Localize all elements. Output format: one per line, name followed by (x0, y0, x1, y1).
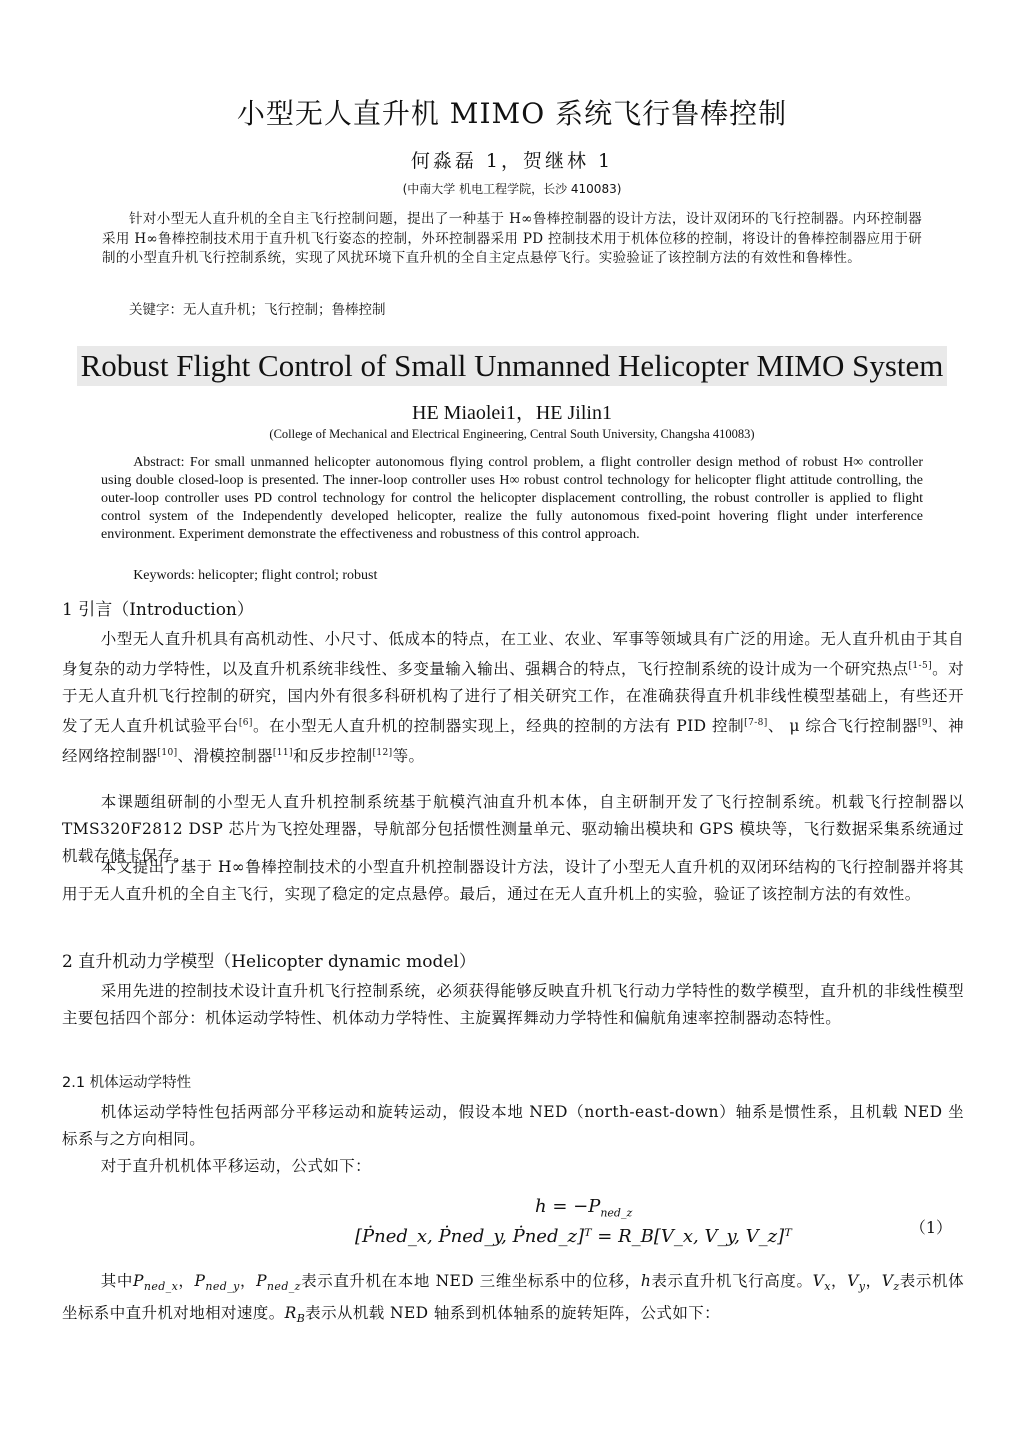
paragraph-text: 和反步控制 (292, 747, 373, 766)
paragraph-text: 表示机体坐标系中直升机对地相对速度。 (62, 1272, 964, 1323)
equation-line-2: [Ṗned_x, Ṗned_y, Ṗned_z]ᵀ = R_B[V_x, V_y, V_z]ᵀ (355, 1226, 792, 1247)
symbol-h: h (640, 1272, 652, 1290)
chinese-keywords: 关键字：无人直升机；飞行控制；鲁棒控制 (129, 302, 386, 318)
equation-text: h = −P (535, 1196, 601, 1217)
paragraph-text: 表示直升机在本地 NED 三维坐标系中的位移， (300, 1272, 641, 1290)
section-2-paragraph-1: 采用先进的控制技术设计直升机飞行控制系统，必须获得能够反映直升机飞行动力学特性的数学模型，直升机的非线性模型主要包括四个部分：机体运动学特性、机体动力学特性、主旋翼挥舞动力学特性和偏航角速率控制器动态特性。 (62, 982, 964, 1027)
english-authors: HE Miaolei1，HE Jilin1 (412, 402, 612, 424)
citation: [7-8] (744, 718, 768, 729)
subsection-2-1-paragraph-2: 对于直升机机体平移运动，公式如下： (100, 1157, 372, 1175)
chinese-abstract: 针对小型无人直升机的全自主飞行控制问题，提出了一种基于 H∞鲁棒控制器的设计方法，设计双闭环的飞行控制器。内环控制器采用 H∞鲁棒控制技术用于直升机飞行姿态的控制，外环控制器采用 PD 控制技术用于机体位移的控制，将设计的鲁棒控制器应用于研制的小型直升机飞行控制系统，实现了风扰环境下直升机的全自主定点悬停飞行。实验验证了该控制方法的有效性和鲁棒性。 (102, 211, 922, 266)
chinese-authors: 何淼磊 1，贺继林 1 (410, 150, 614, 172)
english-title: Robust Flight Control of Small Unmanned Helicopter MIMO System (77, 346, 948, 386)
symbol-pned-z: $P_{ned\_z}$ (256, 1272, 301, 1294)
symbol-vz: $V_z$ (881, 1272, 900, 1294)
citation: [1-5] (908, 661, 933, 671)
equation-subscript: ned_z (600, 1206, 633, 1220)
section-1-paragraph-1 (62, 626, 964, 770)
section-1-heading: 1 引言（Introduction） (62, 600, 254, 620)
english-affiliation: (College of Mechanical and Electrical Engineering, Central South University, Changsha 410083) (269, 427, 755, 441)
paragraph-text: 。对于无人直升机飞行控制的研究，国内外有很多科研机构了进行了相关研究工作，在准确获得直升机非线性模型基础上，有些还开发了无人直升机试验平台 (62, 660, 964, 736)
section-1-paragraph-2: 本课题组研制的小型无人直升机控制系统基于航模汽油直升机本体，自主研制开发了飞行控制系统。机载飞行控制器以 TMS320F2812 DSP 芯片为飞控处理器，导航部分包括惯性测量单元、驱动输出模块和 GPS 模块等，飞行数据采集系统通过机载存储卡保存。 (62, 793, 964, 865)
chinese-title: 小型无人直升机 MIMO 系统飞行鲁棒控制 (236, 97, 788, 130)
citation: [12] (372, 748, 393, 759)
section-2-heading: 2 直升机动力学模型（Helicopter dynamic model） (62, 952, 476, 972)
paragraph-text: 表示从机载 NED 轴系到机体轴系的旋转矩阵，公式如下： (305, 1304, 721, 1323)
equation-number: （1） (909, 1218, 952, 1237)
section-1-paragraph-3: 本文提出了基于 H∞鲁棒控制技术的小型直升机控制器设计方法，设计了小型无人直升机的双闭环结构的飞行控制器并将其用于无人直升机的全自主飞行，实现了稳定的定点悬停。最后，通过在无人直升机上的实验，验证了该控制方法的有效性。 (62, 858, 964, 903)
paragraph-text: 。在小型无人直升机的控制器实现上，经典的控制的方法有 PID 控制 (252, 717, 745, 736)
paragraph-text: 、 μ 综合飞行控制器 (767, 717, 918, 736)
chinese-affiliation: (中南大学 机电工程学院，长沙 410083) (402, 182, 622, 196)
symbol-vy: $V_y$ (847, 1272, 866, 1294)
symbol-rb: $R_B$ (284, 1304, 306, 1326)
paragraph-text: 、滑模控制器 (177, 747, 273, 766)
subsection-2-1-paragraph-1: 机体运动学特性包括两部分平移运动和旋转运动，假设本地 NED（north-east-down）轴系是惯性系，且机载 NED 坐标系与之方向相同。 (62, 1103, 964, 1148)
subsection-2-1-heading: 2.1 机体运动学特性 (62, 1075, 192, 1091)
paragraph-text: 其中 (100, 1272, 133, 1290)
section-2-paragraph-after-equation: 其中$P_{ned\_x}$，$P_{ned\_y}$，$P_{ned\_z}$表示直升机在本地 NED 三维坐标系中的位移，h表示直升机飞行高度。$V_x$，$V_y$，$V_z$表示机体坐标系中直升机对地相对速度。$R_B$表示从机载 NED 轴系到机体轴系的旋转矩阵，公式如下： (62, 1272, 964, 1326)
paragraph-text: 小型无人直升机具有高机动性、小尺寸、低成本的特点，在工业、农业、军事等领域具有广泛的用途。无人直升机由于其自身复杂的动力学特性，以及直升机系统非线性、多变量输入输出、强耦合的特点，飞行控制系统的设计成为一个研究热点 (62, 630, 964, 679)
equation-1 (0, 1196, 1024, 1258)
citation: [6] (238, 718, 253, 729)
symbol-vx: $V_x$ (812, 1272, 831, 1294)
paragraph-text: 等。 (392, 747, 425, 766)
paragraph-text: 、神经网络控制器 (62, 717, 965, 766)
citation: [11] (272, 748, 293, 759)
citation: [10] (157, 748, 178, 759)
english-abstract: Abstract: For small unmanned helicopter autonomous flying control problem, a flight controller design method of robust H∞ controller using double closed-loop is presented. The inner-loop controller uses H∞ robust control technology for helicopter flight attitude controlling, the outer-loop controller uses PD control technology for control the helicopter displacement controlling, the robust controller is applied to flight control system of the Independently developed helicopter, realize the fully autonomous fixed-point hovering flight under interference environment. Experiment demonstrate the effectiveness and robustness of this control approach. (101, 455, 923, 542)
paragraph-text: 表示直升机飞行高度。 (651, 1272, 813, 1290)
symbol-pned-x: $P_{ned\_x}$ (133, 1272, 179, 1294)
symbol-pned-y: $P_{ned\_y}$ (194, 1272, 240, 1294)
equation-line-1 (535, 1196, 632, 1220)
english-title-wrap (0, 346, 1024, 386)
english-keywords: Keywords: helicopter; flight control; robust (133, 568, 378, 583)
citation: [9] (917, 718, 932, 729)
